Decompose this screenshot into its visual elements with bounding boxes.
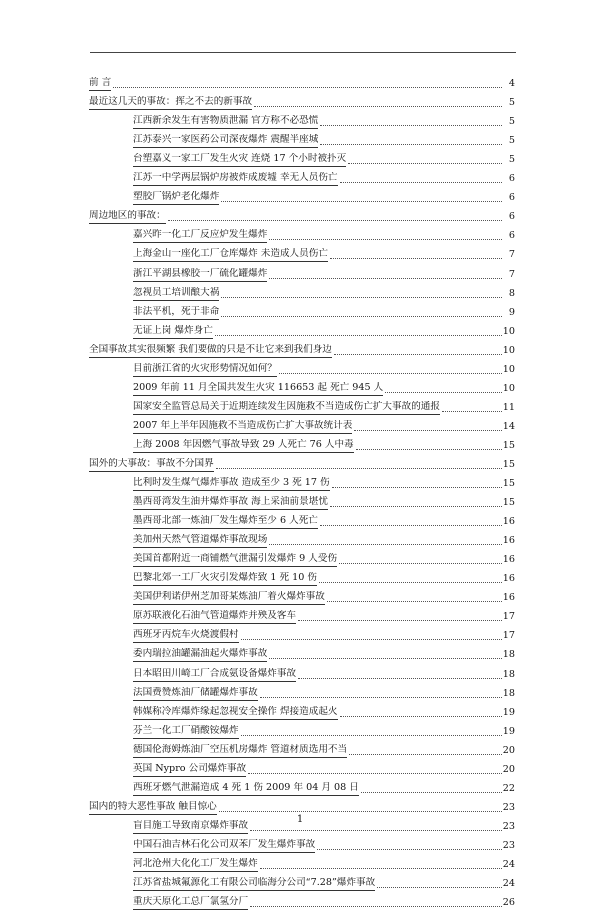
toc-entry-title: 江苏省盐城氟源化工有限公司临海分公司“7.28”爆炸事故 <box>133 877 375 891</box>
toc-entry-title: 江苏泰兴一家医药公司深夜爆炸 震醒半座城 <box>133 134 318 148</box>
toc-entry-title: 法国费赞炼油厂储罐爆炸事故 <box>133 687 258 701</box>
toc-entry[interactable] <box>89 129 515 148</box>
toc-entry-title: 原苏联液化石油气管道爆炸并殃及客车 <box>133 610 296 624</box>
toc-entry-title: 2009 年前 11 月全国共发生火灾 116653 起 死亡 945 人 <box>133 382 383 396</box>
toc-entry[interactable] <box>89 529 515 548</box>
toc-leader-dots <box>269 277 502 279</box>
toc-leader-dots <box>349 753 502 755</box>
toc-entry-page: 6 <box>508 211 515 223</box>
toc-entry-page: 10 <box>502 325 515 337</box>
toc-entry-page: 7 <box>508 268 515 280</box>
toc-entry-title: 江西新余发生有害物质泄漏 官方称不必恐慌 <box>133 115 318 129</box>
toc-leader-dots <box>330 257 502 259</box>
toc-entry[interactable] <box>89 720 515 739</box>
toc-leader-dots <box>340 715 502 717</box>
toc-entry-title: 目前浙江省的火灾形势情况如何？ <box>133 363 277 377</box>
toc-entry-page: 10 <box>502 363 515 375</box>
toc-entry[interactable] <box>89 320 515 339</box>
toc-entry-page: 23 <box>502 801 515 813</box>
toc-entry-page: 5 <box>508 154 515 166</box>
toc-entry-page: 16 <box>502 592 515 604</box>
toc-entry-title: 墨西哥北部一炼油厂发生爆炸至少 6 人死亡 <box>133 515 318 529</box>
toc-entry-page: 15 <box>502 458 515 470</box>
toc-leader-dots <box>260 696 502 698</box>
toc-entry[interactable] <box>89 396 515 415</box>
toc-entry-page: 15 <box>502 478 515 490</box>
toc-entry-title: 非法平机，死于非命 <box>133 306 219 320</box>
toc-entry-page: 8 <box>508 287 515 299</box>
toc-entry-title: 国内的特大恶性事故 触目惊心 <box>89 801 217 815</box>
toc-entry-page: 24 <box>502 858 515 870</box>
toc-entry-title: 重庆天原化工总厂氯氢分厂 <box>133 896 248 910</box>
toc-entry-title: 中国石油吉林石化公司双苯厂发生爆炸事故 <box>133 839 315 853</box>
toc-entry-title: 德国伦海姆炼油厂空压机房爆炸 管道材质选用不当 <box>133 744 347 758</box>
toc-entry-page: 6 <box>508 192 515 204</box>
toc-leader-dots <box>269 238 502 240</box>
toc-entry[interactable] <box>89 453 515 472</box>
toc-entry[interactable] <box>89 510 515 529</box>
toc-entry-title: 韩媒称冷库爆炸缘起忽视安全操作 焊接造成起火 <box>133 706 338 720</box>
toc-leader-dots <box>348 162 502 164</box>
toc-entry-title: 墨西哥湾发生油井爆炸事故 海上采油前景堪忧 <box>133 496 328 510</box>
toc-entry-title: 无证上岗 爆炸身亡 <box>133 325 213 339</box>
toc-entry[interactable] <box>89 377 515 396</box>
toc-entry-title: 2007 年上半年因施救不当造成伤亡扩大事故统计表 <box>133 420 352 434</box>
toc-entry-title: 国家安全监管总局关于近期连续发生因施救不当造成伤亡扩大事故的通报 <box>133 401 440 415</box>
toc-entry-page: 10 <box>502 382 515 394</box>
toc-entry[interactable] <box>89 205 515 224</box>
toc-entry-page: 26 <box>502 897 515 909</box>
toc-entry-page: 19 <box>502 706 515 718</box>
toc-entry-title: 前 言 <box>89 77 111 91</box>
toc-leader-dots <box>332 486 502 488</box>
toc-leader-dots <box>219 810 502 812</box>
toc-entry-title: 日本昭田川崎工厂合成氨设备爆炸事故 <box>133 668 296 682</box>
toc-entry-title: 美国首都附近一商铺燃气泄漏引发爆炸 9 人受伤 <box>133 553 337 567</box>
toc-entry[interactable] <box>89 301 515 320</box>
toc-entry-page: 16 <box>502 573 515 585</box>
toc-leader-dots <box>250 905 502 907</box>
toc-entry[interactable] <box>89 282 515 301</box>
toc-leader-dots <box>327 600 502 602</box>
toc-entry-page: 11 <box>502 401 515 413</box>
toc-entry[interactable] <box>89 72 515 91</box>
toc-leader-dots <box>221 315 502 317</box>
toc-entry[interactable] <box>89 796 515 815</box>
toc-leader-dots <box>269 657 501 659</box>
toc-entry[interactable] <box>89 682 515 701</box>
toc-entry-page: 10 <box>502 344 515 356</box>
toc-entry[interactable] <box>89 739 515 758</box>
toc-leader-dots <box>269 543 501 545</box>
toc-leader-dots <box>248 772 502 774</box>
toc-entry[interactable] <box>89 262 515 281</box>
toc-entry-page: 15 <box>502 497 515 509</box>
toc-entry-page: 18 <box>502 649 515 661</box>
toc-leader-dots <box>320 124 502 126</box>
toc-leader-dots <box>356 448 502 450</box>
toc-leader-dots <box>340 181 502 183</box>
toc-entry[interactable] <box>89 186 515 205</box>
toc-entry-page: 20 <box>502 744 515 756</box>
toc-entry-title: 美国伊利诺伊州芝加哥某炼油厂着火爆炸事故 <box>133 591 325 605</box>
toc-entry-title: 巴黎北郊一工厂火灾引发爆炸致 1 死 10 伤 <box>133 572 317 586</box>
toc-entry-title: 河北沧州大化化工厂发生爆炸 <box>133 858 258 872</box>
toc-entry[interactable] <box>89 567 515 586</box>
toc-entry-page: 20 <box>502 763 515 775</box>
toc-entry[interactable] <box>89 662 515 681</box>
toc-entry[interactable] <box>89 643 515 662</box>
toc-entry-title: 盲目施工导致南京爆炸事故 <box>133 820 248 834</box>
toc-entry-page: 17 <box>502 611 515 623</box>
toc-entry-page: 14 <box>502 420 515 432</box>
toc-leader-dots <box>385 391 502 393</box>
toc-entry-page: 22 <box>502 782 515 794</box>
toc-leader-dots <box>320 143 502 145</box>
toc-leader-dots <box>361 791 502 793</box>
toc-entry[interactable] <box>89 758 515 777</box>
toc-entry-title: 美加州天然气管道爆炸事故现场 <box>133 534 267 548</box>
toc-leader-dots <box>168 219 502 221</box>
toc-entry-page: 6 <box>508 230 515 242</box>
header-rule <box>90 52 516 53</box>
toc-entry-title: 英国 Nypro 公司爆炸事故 <box>133 763 246 777</box>
toc-entry[interactable] <box>89 224 515 243</box>
toc-leader-dots <box>330 505 502 507</box>
toc-leader-dots <box>250 829 502 831</box>
toc-leader-dots <box>260 867 502 869</box>
toc-entry-title: 浙江平湖县橡胶一厂硫化罐爆炸 <box>133 268 267 282</box>
toc-entry-page: 18 <box>502 687 515 699</box>
toc-entry-page: 16 <box>502 516 515 528</box>
toc-leader-dots <box>113 86 502 88</box>
toc-entry-title: 芬兰一化工厂硝酸铵爆炸 <box>133 725 239 739</box>
toc-entry-title: 江苏一中学两层锅炉房被炸成废墟 幸无人员伤亡 <box>133 172 338 186</box>
toc-entry-title: 全国事故其实很频繁 我们要做的只是不让它来到我们身边 <box>89 344 332 358</box>
toc-leader-dots <box>354 429 501 431</box>
toc-leader-dots <box>442 410 502 412</box>
toc-entry-page: 23 <box>502 820 515 832</box>
toc-entry[interactable] <box>89 586 515 605</box>
toc-leader-dots <box>279 372 502 374</box>
toc-entry[interactable] <box>89 491 515 510</box>
toc-leader-dots <box>215 334 502 336</box>
toc-entry-page: 19 <box>502 725 515 737</box>
toc-entry-title: 嘉兴昨一化工厂反应炉发生爆炸 <box>133 229 267 243</box>
toc-leader-dots <box>320 524 502 526</box>
toc-entry-page: 7 <box>508 249 515 261</box>
page-number: 1 <box>296 814 304 825</box>
toc-entry-page: 24 <box>502 878 515 890</box>
toc-leader-dots <box>298 677 502 679</box>
toc-entry-page: 16 <box>502 554 515 566</box>
toc-entry[interactable] <box>89 605 515 624</box>
toc-entry-title: 上海金山一座化工厂仓库爆炸 未造成人员伤亡 <box>133 248 328 262</box>
toc-entry-page: 9 <box>508 306 515 318</box>
toc-entry-title: 塑胶厂锅炉老化爆炸 <box>133 191 219 205</box>
toc-entry-title: 最近这几天的事故：挥之不去的新事故 <box>89 96 252 110</box>
toc-entry[interactable] <box>89 91 515 110</box>
toc-entry-page: 5 <box>508 135 515 147</box>
toc-leader-dots <box>216 467 502 469</box>
toc-entry[interactable] <box>89 834 515 853</box>
toc-entry-title: 周边地区的事故： <box>89 210 166 224</box>
toc-entry-title: 忽视员工培训酿大祸 <box>133 287 219 301</box>
toc-entry-page: 17 <box>502 630 515 642</box>
toc-leader-dots <box>241 734 502 736</box>
toc-entry[interactable] <box>89 548 515 567</box>
toc-entry-title: 比利时发生煤气爆炸事故 造成至少 3 死 17 伤 <box>133 477 330 491</box>
toc-entry[interactable] <box>89 624 515 643</box>
toc-entry[interactable] <box>89 777 515 796</box>
toc-entry-page: 16 <box>502 535 515 547</box>
toc-leader-dots <box>221 200 502 202</box>
toc-entry[interactable] <box>89 872 515 891</box>
toc-leader-dots <box>221 296 502 298</box>
table-of-contents <box>89 72 515 910</box>
toc-leader-dots <box>339 562 502 564</box>
toc-entry[interactable] <box>89 110 515 129</box>
toc-entry-title: 台塑嘉义一家工厂发生火灾 连烧 17 个小时被扑灭 <box>133 153 346 167</box>
toc-entry[interactable] <box>89 415 515 434</box>
toc-leader-dots <box>241 638 502 640</box>
toc-entry[interactable] <box>89 891 515 910</box>
toc-entry-title: 西班牙丙烷车火烧渡假村 <box>133 629 239 643</box>
toc-entry-page: 18 <box>502 668 515 680</box>
toc-leader-dots <box>254 105 502 107</box>
toc-entry-page: 5 <box>508 116 515 128</box>
toc-entry-page: 4 <box>508 78 515 90</box>
toc-leader-dots <box>319 581 502 583</box>
toc-entry[interactable] <box>89 243 515 262</box>
toc-entry-title: 委内瑞拉油罐漏油起火爆炸事故 <box>133 648 267 662</box>
toc-entry[interactable] <box>89 853 515 872</box>
toc-entry-page: 15 <box>502 439 515 451</box>
toc-entry[interactable] <box>89 701 515 720</box>
toc-entry[interactable] <box>89 358 515 377</box>
toc-leader-dots <box>298 619 502 621</box>
toc-entry[interactable] <box>89 148 515 167</box>
toc-entry[interactable] <box>89 339 515 358</box>
toc-entry-title: 国外的大事故：事故不分国界 <box>89 458 214 472</box>
toc-leader-dots <box>334 353 502 355</box>
toc-leader-dots <box>377 886 502 888</box>
toc-entry-page: 23 <box>502 839 515 851</box>
toc-entry-page: 6 <box>508 173 515 185</box>
toc-entry[interactable] <box>89 434 515 453</box>
toc-entry[interactable] <box>89 472 515 491</box>
toc-entry-page: 5 <box>508 97 515 109</box>
toc-entry-title: 西班牙燃气泄漏造成 4 死 1 伤 2009 年 04 月 08 日 <box>133 782 359 796</box>
toc-entry-title: 上海 2008 年因燃气事故导致 29 人死亡 76 人中毒 <box>133 439 354 453</box>
toc-entry[interactable] <box>89 167 515 186</box>
